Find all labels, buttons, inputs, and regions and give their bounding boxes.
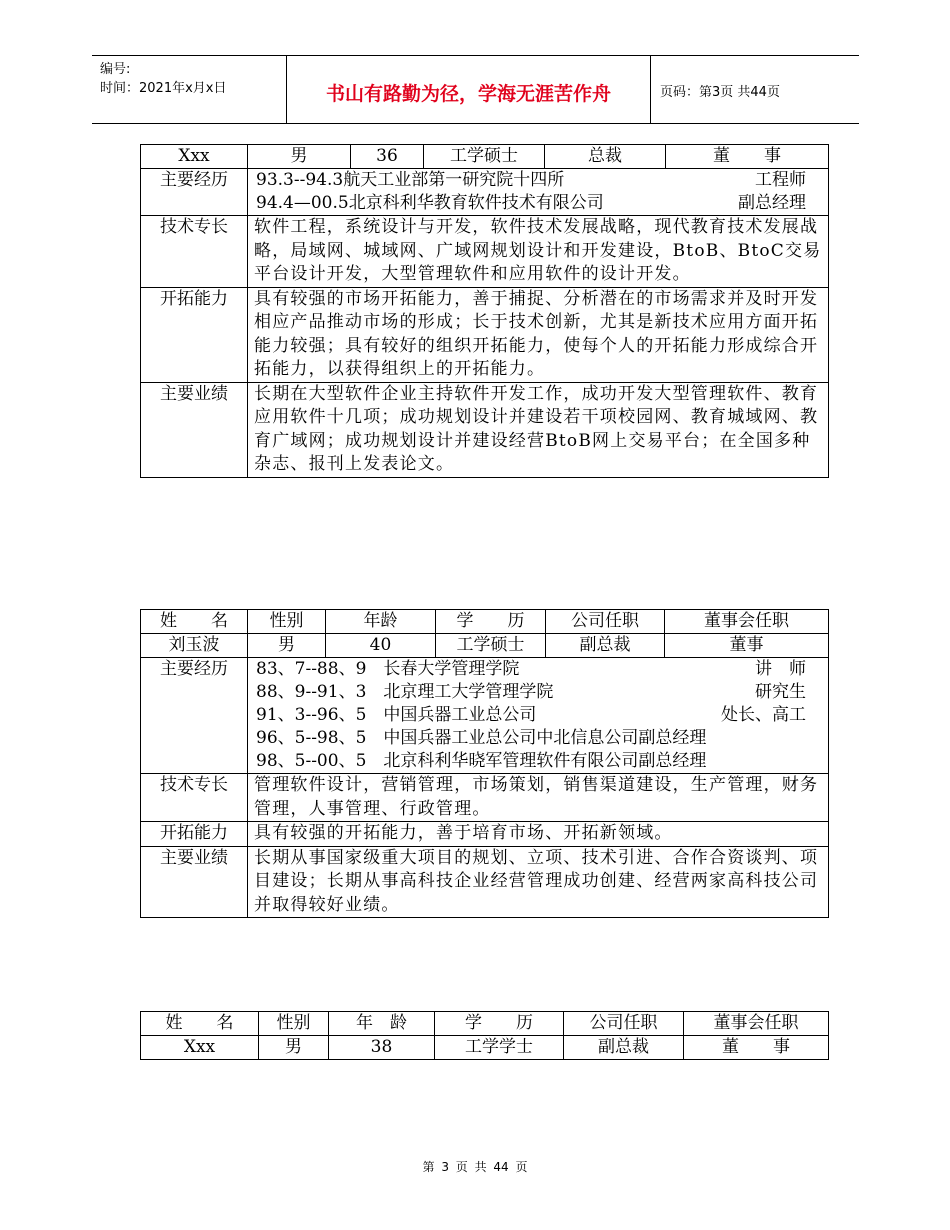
experience-line: 96、5--98、5 中国兵器工业总公司中北信息公司副总经理 <box>256 728 707 748</box>
profile-table-3 <box>140 1011 829 1060</box>
column-header: 年 龄 <box>329 1012 435 1036</box>
header-meta <box>100 60 226 98</box>
table-header-row <box>141 610 829 634</box>
board-role-cell: 董事 <box>665 634 829 658</box>
experience-line: 88、9--91、3 北京理工大学管理学院 研究生 <box>256 682 806 702</box>
company-role-cell: 副总裁 <box>546 634 665 658</box>
age-cell: 40 <box>326 634 436 658</box>
experience-line: 93.3--94.3航天工业部第一研究院十四所 工程师 <box>256 170 806 190</box>
experience-label: 主要经历 <box>141 169 248 216</box>
skills-cell: 软件工程，系统设计与开发，软件技术发展战略，现代教育技术发展战略，局域网、城域网、广域网规划设计和开发建设，BtoB、BtoC交易平台设计开发，大型管理软件和应用软件的设计开发。 <box>248 216 829 288</box>
table-row <box>141 658 829 774</box>
page-footer: 第 3 页 共 44 页 <box>422 1160 528 1174</box>
header-divider <box>650 56 651 123</box>
header-number-label: 编号: <box>100 62 131 77</box>
column-header: 年龄 <box>326 610 436 634</box>
experience-line: 91、3--96、5 中国兵器工业总公司 处长、高工 <box>256 705 806 725</box>
table-row <box>141 287 829 382</box>
experience-line: 98、5--00、5 北京科利华晓军管理软件有限公司副总经理 <box>256 751 707 771</box>
page-header <box>92 55 859 124</box>
column-header: 学 历 <box>436 610 546 634</box>
table-row <box>141 846 829 918</box>
experience-cell <box>248 169 829 216</box>
degree-cell: 工学硕士 <box>424 145 545 169</box>
column-header: 公司任职 <box>564 1012 684 1036</box>
experience-line: 83、7--88、9 长春大学管理学院 讲 师 <box>256 659 806 679</box>
skills-label: 技术专长 <box>141 216 248 288</box>
header-page-label: 页码：第3页 共44页 <box>660 85 780 100</box>
ability-label: 开拓能力 <box>141 287 248 382</box>
age-cell: 36 <box>351 145 424 169</box>
column-header: 姓 名 <box>141 1012 259 1036</box>
table-row <box>141 382 829 477</box>
profile-table-2 <box>140 609 829 918</box>
header-motto: 书山有路勤为径，学海无涯苦作舟 <box>325 83 611 105</box>
table-row <box>141 216 829 288</box>
name-cell: 刘玉波 <box>141 634 248 658</box>
gender-cell: 男 <box>248 634 326 658</box>
profile-table-1 <box>140 144 829 478</box>
name-cell: Xxx <box>141 145 248 169</box>
ability-cell: 具有较强的开拓能力，善于培育市场、开拓新领域。 <box>248 822 829 847</box>
achievements-cell: 长期在大型软件企业主持软件开发工作，成功开发大型管理软件、教育应用软件十几项；成功规划设计并建设若干项校园网、教育城域网、教育广域网；成功规划设计并建设经营BtoB网上交易平台；在全国多种杂志、报刊上发表论文。 <box>248 382 829 477</box>
experience-label: 主要经历 <box>141 658 248 774</box>
age-cell: 38 <box>329 1036 435 1060</box>
experience-cell <box>248 658 829 774</box>
column-header: 董事会任职 <box>665 610 829 634</box>
table-header-row <box>141 1012 829 1036</box>
board-role-cell: 董 事 <box>666 145 829 169</box>
table-row <box>141 145 829 169</box>
skills-label: 技术专长 <box>141 774 248 822</box>
column-header: 性别 <box>248 610 326 634</box>
column-header: 公司任职 <box>546 610 665 634</box>
gender-cell: 男 <box>248 145 351 169</box>
table-row <box>141 1036 829 1060</box>
degree-cell: 工学硕士 <box>436 634 546 658</box>
achievements-cell: 长期从事国家级重大项目的规划、立项、技术引进、合作合资谈判、项目建设；长期从事高科技企业经营管理成功创建、经营两家高科技公司并取得较好业绩。 <box>248 846 829 918</box>
gender-cell: 男 <box>259 1036 329 1060</box>
column-header: 姓 名 <box>141 610 248 634</box>
experience-line: 94.4—00.5北京科利华教育软件技术有限公司 副总经理 <box>256 193 806 213</box>
ability-cell: 具有较强的市场开拓能力，善于捕捉、分析潜在的市场需求并及时开发相应产品推动市场的形成；长于技术创新，尤其是新技术应用方面开拓能力较强；具有较好的组织开拓能力，使每个人的开拓能力形成综合开拓能力，以获得组织上的开拓能力。 <box>248 287 829 382</box>
company-role-cell: 总裁 <box>545 145 666 169</box>
achievements-label: 主要业绩 <box>141 846 248 918</box>
table-row <box>141 774 829 822</box>
skills-cell: 管理软件设计，营销管理，市场策划，销售渠道建设，生产管理，财务管理，人事管理、行政管理。 <box>248 774 829 822</box>
header-time-label: 时间：2021年x月x日 <box>100 81 227 96</box>
name-cell: Xxx <box>141 1036 259 1060</box>
column-header: 性别 <box>259 1012 329 1036</box>
board-role-cell: 董 事 <box>684 1036 829 1060</box>
company-role-cell: 副总裁 <box>564 1036 684 1060</box>
degree-cell: 工学学士 <box>435 1036 564 1060</box>
column-header: 董事会任职 <box>684 1012 829 1036</box>
ability-label: 开拓能力 <box>141 822 248 847</box>
achievements-label: 主要业绩 <box>141 382 248 477</box>
table-row <box>141 822 829 847</box>
table-row <box>141 169 829 216</box>
column-header: 学 历 <box>435 1012 564 1036</box>
table-row <box>141 634 829 658</box>
